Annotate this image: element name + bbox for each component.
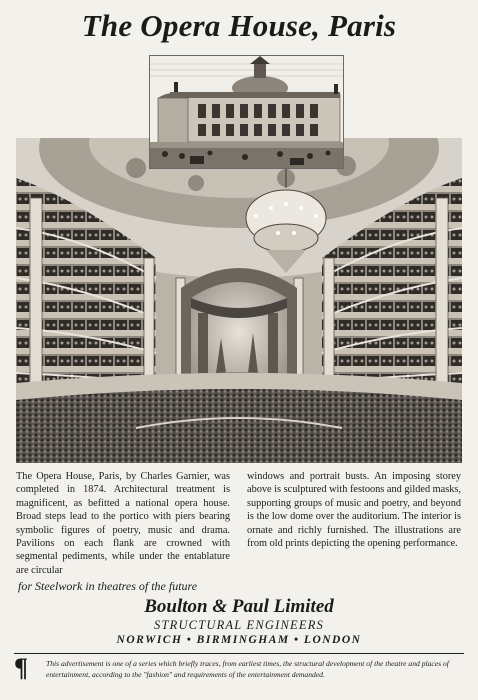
footnote-divider	[14, 653, 464, 654]
opera-exterior-engraving-icon	[149, 55, 344, 169]
description-right-column: windows and portrait busts. An imposing storey above is sculptured with festoons and gilded masks, supporting groups of music and poetry, and beyond is the low dome over the auditorium. The interior is ornate and richly furnished. The illustrations are from old prints depicting the opening performance.	[247, 471, 461, 550]
description-left-column: The Opera House, Paris, by Charles Garnier, was completed in 1874. Architectural treatment is magnificent, as befitted a national opera house. Broad steps lead to the portico with piers bearing symbolic figures of poetry, music and drama. Pavilions on each flank are crowned with segmental pediments, while under the entablature are circular	[16, 471, 230, 576]
footnote-text: This advertisement is one of a series which briefly traces, from earliest times, the structural development of the theatre and places of entertainment, according to the "fashion" and requirements of the entertainment demanded.	[46, 659, 449, 679]
company-subtitle: STRUCTURAL ENGINEERS	[154, 618, 324, 632]
company-locations: NORWICH • BIRMINGHAM • LONDON	[116, 634, 362, 646]
opera-auditorium-engraving-icon	[16, 138, 462, 463]
page-title: The Opera House, Paris	[81, 8, 397, 43]
company-name: Boulton & Paul Limited	[144, 596, 334, 617]
pilcrow-icon: ¶	[14, 653, 29, 682]
advert-tagline: for Steelwork in theatres of the future	[18, 579, 198, 593]
